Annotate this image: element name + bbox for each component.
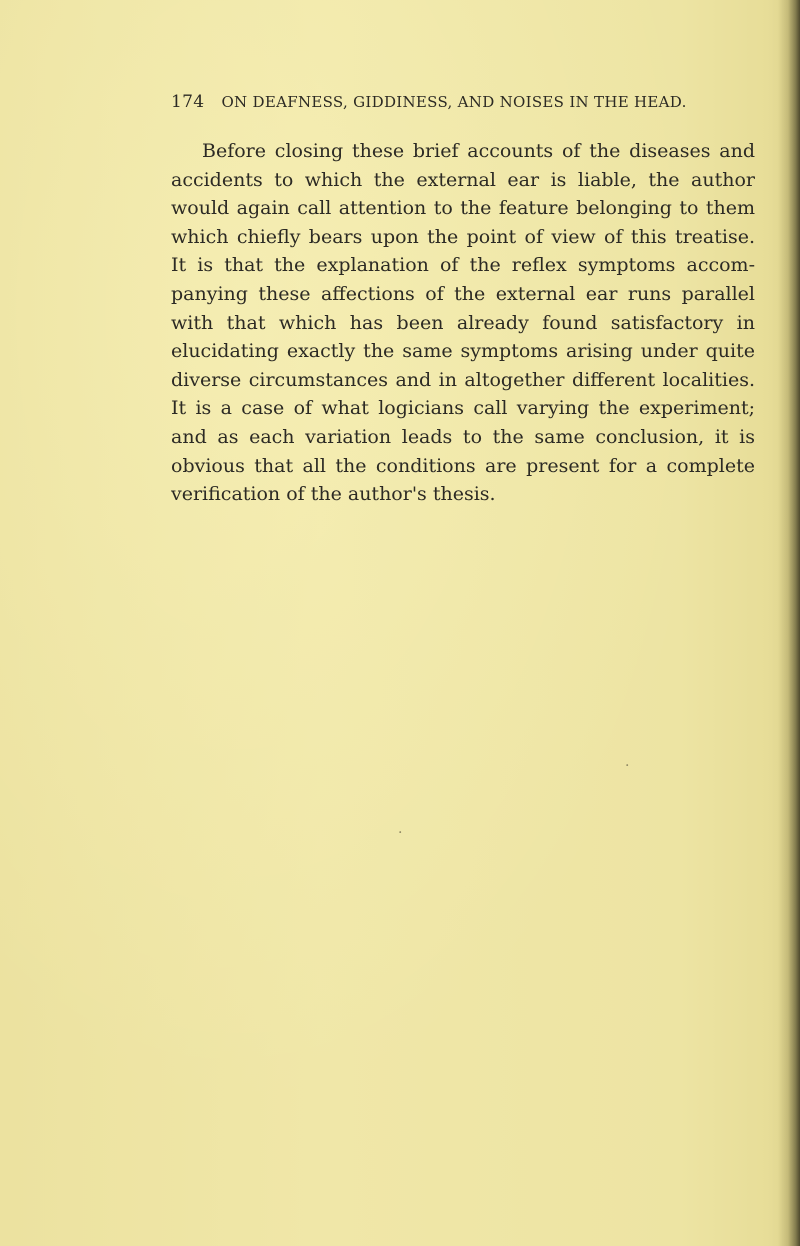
text-line: and as each variation leads to the same conclusion, it is [171,425,755,448]
text-line: verification of the author's thesis. [171,483,496,506]
text-line: which chiefly bears upon the point of view of this treatise. [171,225,755,248]
text-line: accidents to which the external ear is liable, the author [171,168,755,191]
running-header [171,92,731,112]
text-line: would again call attention to the feature belonging to them [171,197,755,220]
page-edge-shadow [778,0,800,1246]
text-line: panying these affections of the external ear runs parallel [171,282,755,305]
text-line: It is a case of what logicians call varying the experiment; [171,397,755,420]
running-title: ON DEAFNESS, GIDDINESS, AND NOISES IN THE HEAD. [221,93,687,111]
body-paragraph [171,137,755,509]
text-line: obvious that all the conditions are present for a complete [171,454,755,477]
text-line: It is that the explanation of the reflex symptoms accom- [171,254,755,277]
text-line: diverse circumstances and in altogether different localities. [171,368,755,391]
text-line: Before closing these brief accounts of the diseases and [202,140,755,162]
text-line: with that which has been already found satisfactory in [171,311,755,334]
text-line: elucidating exactly the same symptoms arising under quite [171,340,755,363]
paper-speck: · [625,758,630,774]
paper-speck: · [398,825,403,841]
page-number: 174 [171,92,205,112]
